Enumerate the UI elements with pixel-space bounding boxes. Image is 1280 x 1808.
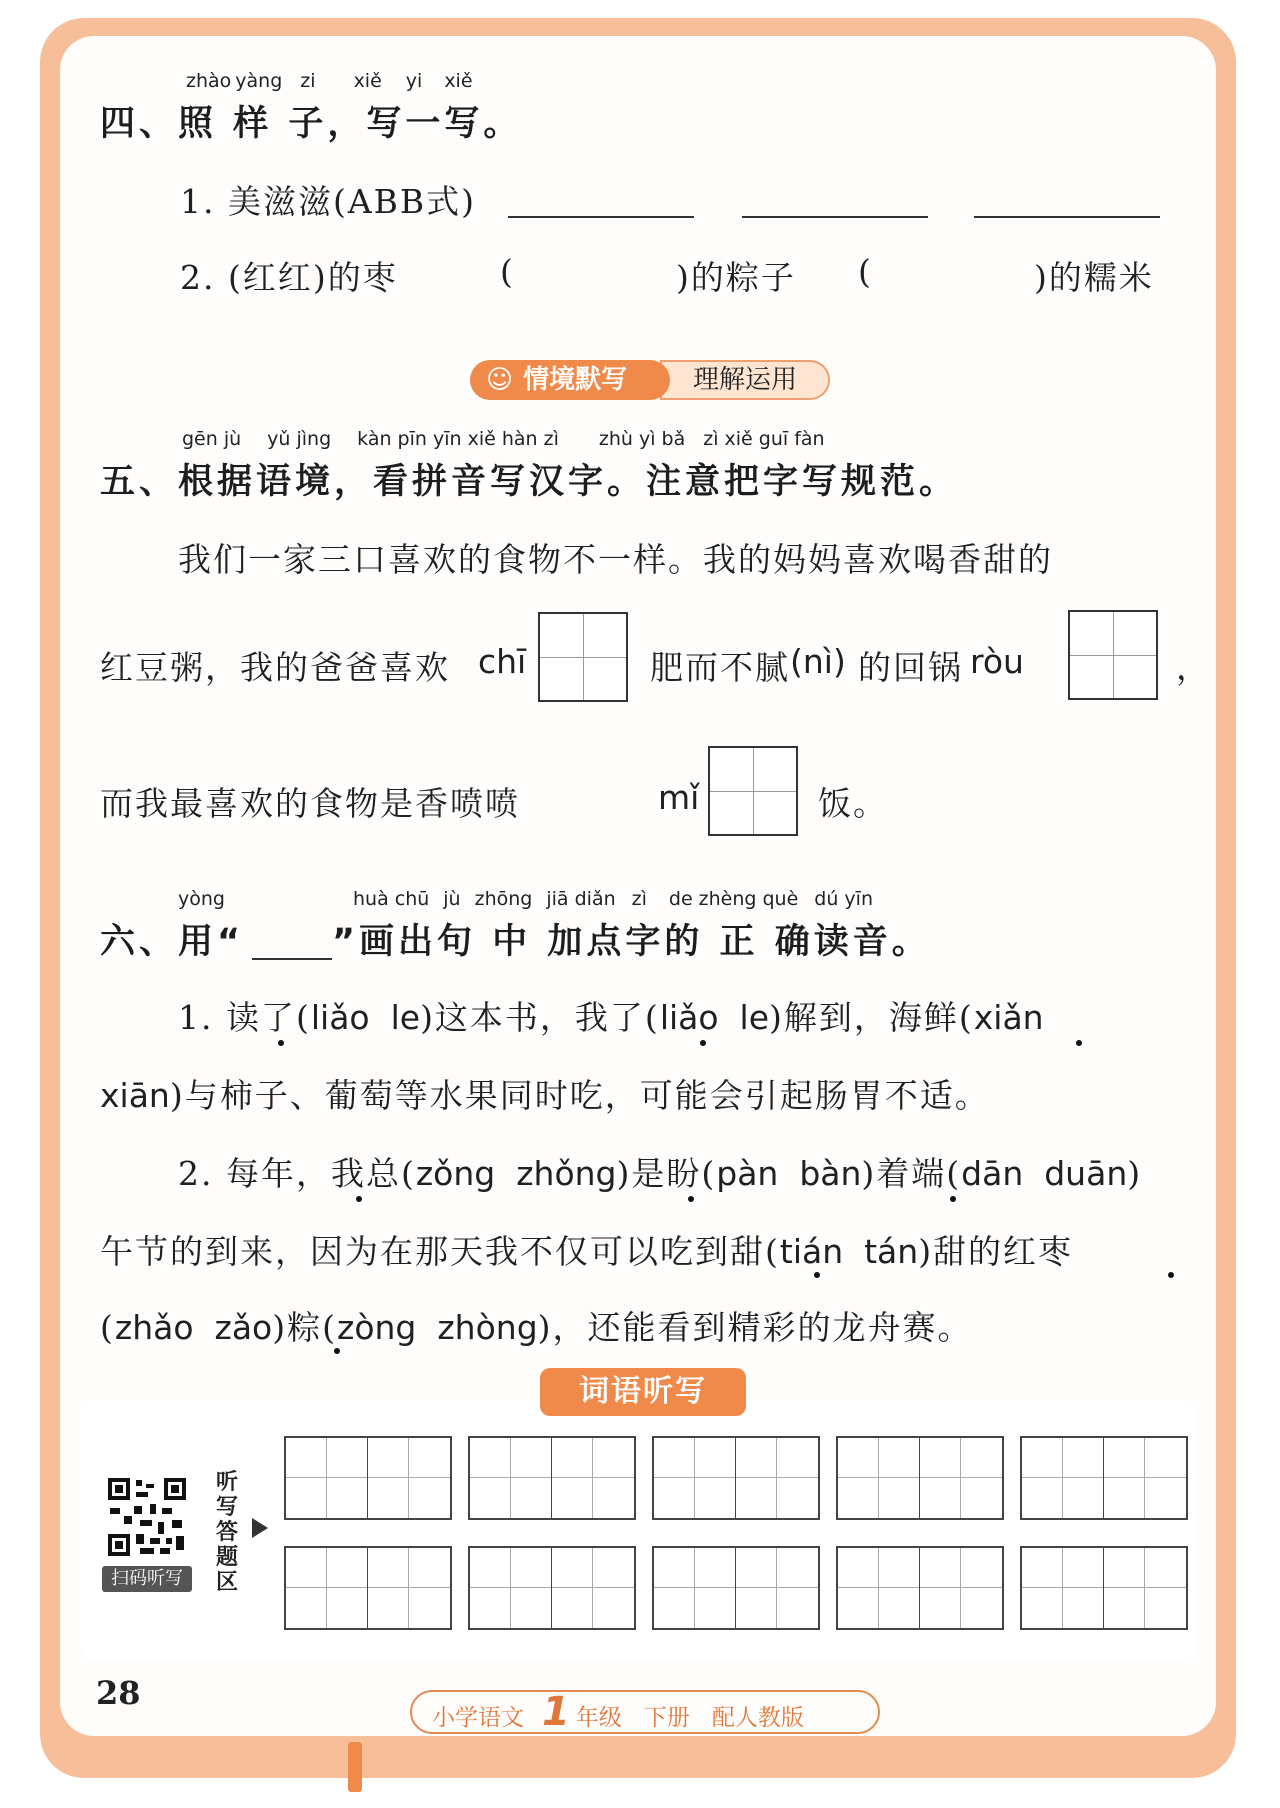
dictation-banner: 词语听写 xyxy=(540,1368,746,1416)
pinyin: zhōng xyxy=(474,888,533,910)
pinyin: yàng xyxy=(235,70,283,92)
footer-grade-number: 1 xyxy=(542,1689,570,1735)
dictation-grid[interactable] xyxy=(1020,1436,1188,1520)
pinyin: xiě xyxy=(444,70,473,92)
q6-2-line3 xyxy=(100,1302,973,1349)
emphasis-dot xyxy=(1168,1272,1174,1278)
underline-sample xyxy=(252,958,332,960)
pinyin: yǔ jìng xyxy=(267,428,332,450)
text: 2. 每年，我总( xyxy=(178,1154,416,1193)
play-arrow-icon xyxy=(250,1516,270,1540)
emphasis-dot xyxy=(950,1196,956,1202)
dictation-grid[interactable] xyxy=(284,1546,452,1630)
pinyin-rou: ròu xyxy=(970,642,1024,681)
passage-line3-end: 饭。 xyxy=(818,784,888,823)
scan-label[interactable]: 扫码听写 xyxy=(102,1566,192,1592)
answer-blank[interactable] xyxy=(742,216,928,218)
q6-1-line2 xyxy=(100,1070,990,1117)
pinyin: kàn pīn yīn xiě hàn zì xyxy=(357,428,559,450)
pinyin: yòng xyxy=(178,888,225,910)
dictation-grid[interactable] xyxy=(836,1436,1004,1520)
pinyin: jù xyxy=(443,888,461,910)
q2-blank2-suffix: )的糯米 xyxy=(1034,258,1154,297)
text: 1. 读了( xyxy=(178,998,311,1037)
pinyin: zhào xyxy=(186,70,232,92)
pinyin-option[interactable]: dān duān xyxy=(961,1154,1128,1193)
footer-grade: 年级 xyxy=(575,1705,622,1731)
emphasis-dot xyxy=(278,1040,284,1046)
paren-open: ( xyxy=(500,252,515,291)
pinyin: gēn jù xyxy=(182,428,242,450)
footer-subject: 小学语文 xyxy=(432,1705,524,1731)
pinyin: zi xyxy=(300,70,316,92)
footer-edition: 配人教版 xyxy=(711,1705,804,1731)
pinyin: huà chū xyxy=(352,888,430,910)
answer-blank[interactable] xyxy=(974,216,1160,218)
section4-pinyin xyxy=(186,70,473,92)
section4-title: 四、照 样 子，写一写。 xyxy=(100,104,523,144)
q2-label: 2. (红红)的枣 xyxy=(180,258,398,297)
pinyin: xiě xyxy=(353,70,382,92)
emphasis-dot xyxy=(1076,1040,1082,1046)
emphasis-dot xyxy=(700,1040,706,1046)
pinyin: zì xiě guī fàn xyxy=(703,428,825,450)
answer-blank[interactable] xyxy=(508,216,694,218)
pinyin-ni: (nì) xyxy=(790,642,846,681)
pinyin-option[interactable]: liǎo le xyxy=(659,998,770,1037)
q6-2-line1 xyxy=(178,1148,1142,1195)
pinyin-option[interactable]: xiān xyxy=(100,1076,170,1115)
qr-code-icon[interactable] xyxy=(106,1476,188,1558)
pinyin: zhèng què xyxy=(698,888,799,910)
tian-zi-box[interactable] xyxy=(1068,610,1158,700)
section5-title: 五、根据语境，看拼音写汉字。注意把字写规范。 xyxy=(100,462,959,502)
pinyin-option[interactable]: pàn bàn xyxy=(716,1154,862,1193)
pinyin-mi: mǐ xyxy=(658,778,700,817)
q2-blank1-suffix: )的粽子 xyxy=(676,258,796,297)
passage-line2b: 肥而不腻 xyxy=(650,648,790,687)
pinyin: yi xyxy=(405,70,423,92)
tian-zi-box[interactable] xyxy=(708,746,798,836)
passage-line3a: 而我最喜欢的食物是香喷喷 xyxy=(100,784,520,823)
bookmark-tab xyxy=(348,1742,362,1792)
footer-volume: 下册 xyxy=(643,1705,690,1731)
q1-label: 1. 美滋滋(ABB式) xyxy=(180,182,477,221)
comma: ， xyxy=(1176,648,1211,687)
emphasis-dot xyxy=(334,1348,340,1354)
page-number: 28 xyxy=(96,1674,141,1712)
dictation-grid[interactable] xyxy=(468,1546,636,1630)
banner-primary-label: 情境默写 xyxy=(523,365,628,395)
banner-primary xyxy=(470,360,670,400)
paren-open: ( xyxy=(858,252,873,291)
dictation-grid[interactable] xyxy=(836,1546,1004,1630)
pinyin: jiā diǎn xyxy=(546,888,616,910)
pinyin-option[interactable]: xiǎn xyxy=(973,998,1044,1037)
text: )着端( xyxy=(861,1154,962,1193)
pinyin: zhù yì bǎ xyxy=(598,428,686,450)
text: ( xyxy=(100,1308,115,1347)
pinyin-option[interactable]: liǎo le xyxy=(310,998,421,1037)
tian-zi-box[interactable] xyxy=(538,612,628,702)
pinyin-option[interactable]: tián tán xyxy=(779,1232,919,1271)
text: )是盼( xyxy=(616,1154,717,1193)
pinyin-option[interactable]: zhǎo zǎo xyxy=(114,1308,273,1347)
text: 午节的到来，因为在那天我不仅可以吃到甜( xyxy=(100,1232,780,1271)
passage-line2a: 红豆粥，我的爸爸喜欢 xyxy=(100,648,450,687)
text: )解到，海鲜( xyxy=(769,998,974,1037)
banner-secondary: 理解运用 xyxy=(660,360,830,400)
passage-line2c: 的回锅 xyxy=(858,648,963,687)
pinyin-option[interactable]: zǒng zhǒng xyxy=(415,1154,617,1193)
pinyin-option[interactable]: zòng zhòng xyxy=(337,1308,538,1347)
section6-pinyin xyxy=(178,888,873,910)
section5-pinyin xyxy=(182,428,825,450)
section6-title-pre: 六、用“ xyxy=(100,922,245,962)
emphasis-dot xyxy=(356,1196,362,1202)
text: )这本书，我了( xyxy=(420,998,660,1037)
text: ) xyxy=(1127,1154,1143,1193)
pinyin-chi: chī xyxy=(478,642,527,681)
section6-title-post: ”画出句 中 加点字的 正 确读音。 xyxy=(332,922,931,962)
text: )，还能看到精彩的龙舟赛。 xyxy=(537,1308,973,1347)
pinyin: dú yīn xyxy=(814,888,873,910)
text: )甜的红枣 xyxy=(918,1232,1074,1271)
smile-icon: ☺ xyxy=(486,365,514,395)
emphasis-dot xyxy=(814,1272,820,1278)
dictation-grid[interactable] xyxy=(652,1436,820,1520)
footer-book-info xyxy=(410,1690,880,1734)
answer-area-label: 听写答题区 xyxy=(216,1470,239,1595)
q6-1-line1 xyxy=(178,992,1044,1039)
emphasis-dot xyxy=(688,1196,694,1202)
q6-2-line2 xyxy=(100,1226,1073,1273)
dictation-grid[interactable] xyxy=(468,1436,636,1520)
dictation-grid[interactable] xyxy=(652,1546,820,1630)
pinyin: de xyxy=(668,888,693,910)
dictation-grid[interactable] xyxy=(1020,1546,1188,1630)
pinyin: zì xyxy=(631,888,647,910)
passage-line1: 我们一家三口喜欢的食物不一样。我的妈妈喜欢喝香甜的 xyxy=(178,540,1053,579)
text: )与柿子、葡萄等水果同时吃，可能会引起肠胃不适。 xyxy=(169,1076,990,1115)
text: )粽( xyxy=(272,1308,337,1347)
dictation-grid[interactable] xyxy=(284,1436,452,1520)
